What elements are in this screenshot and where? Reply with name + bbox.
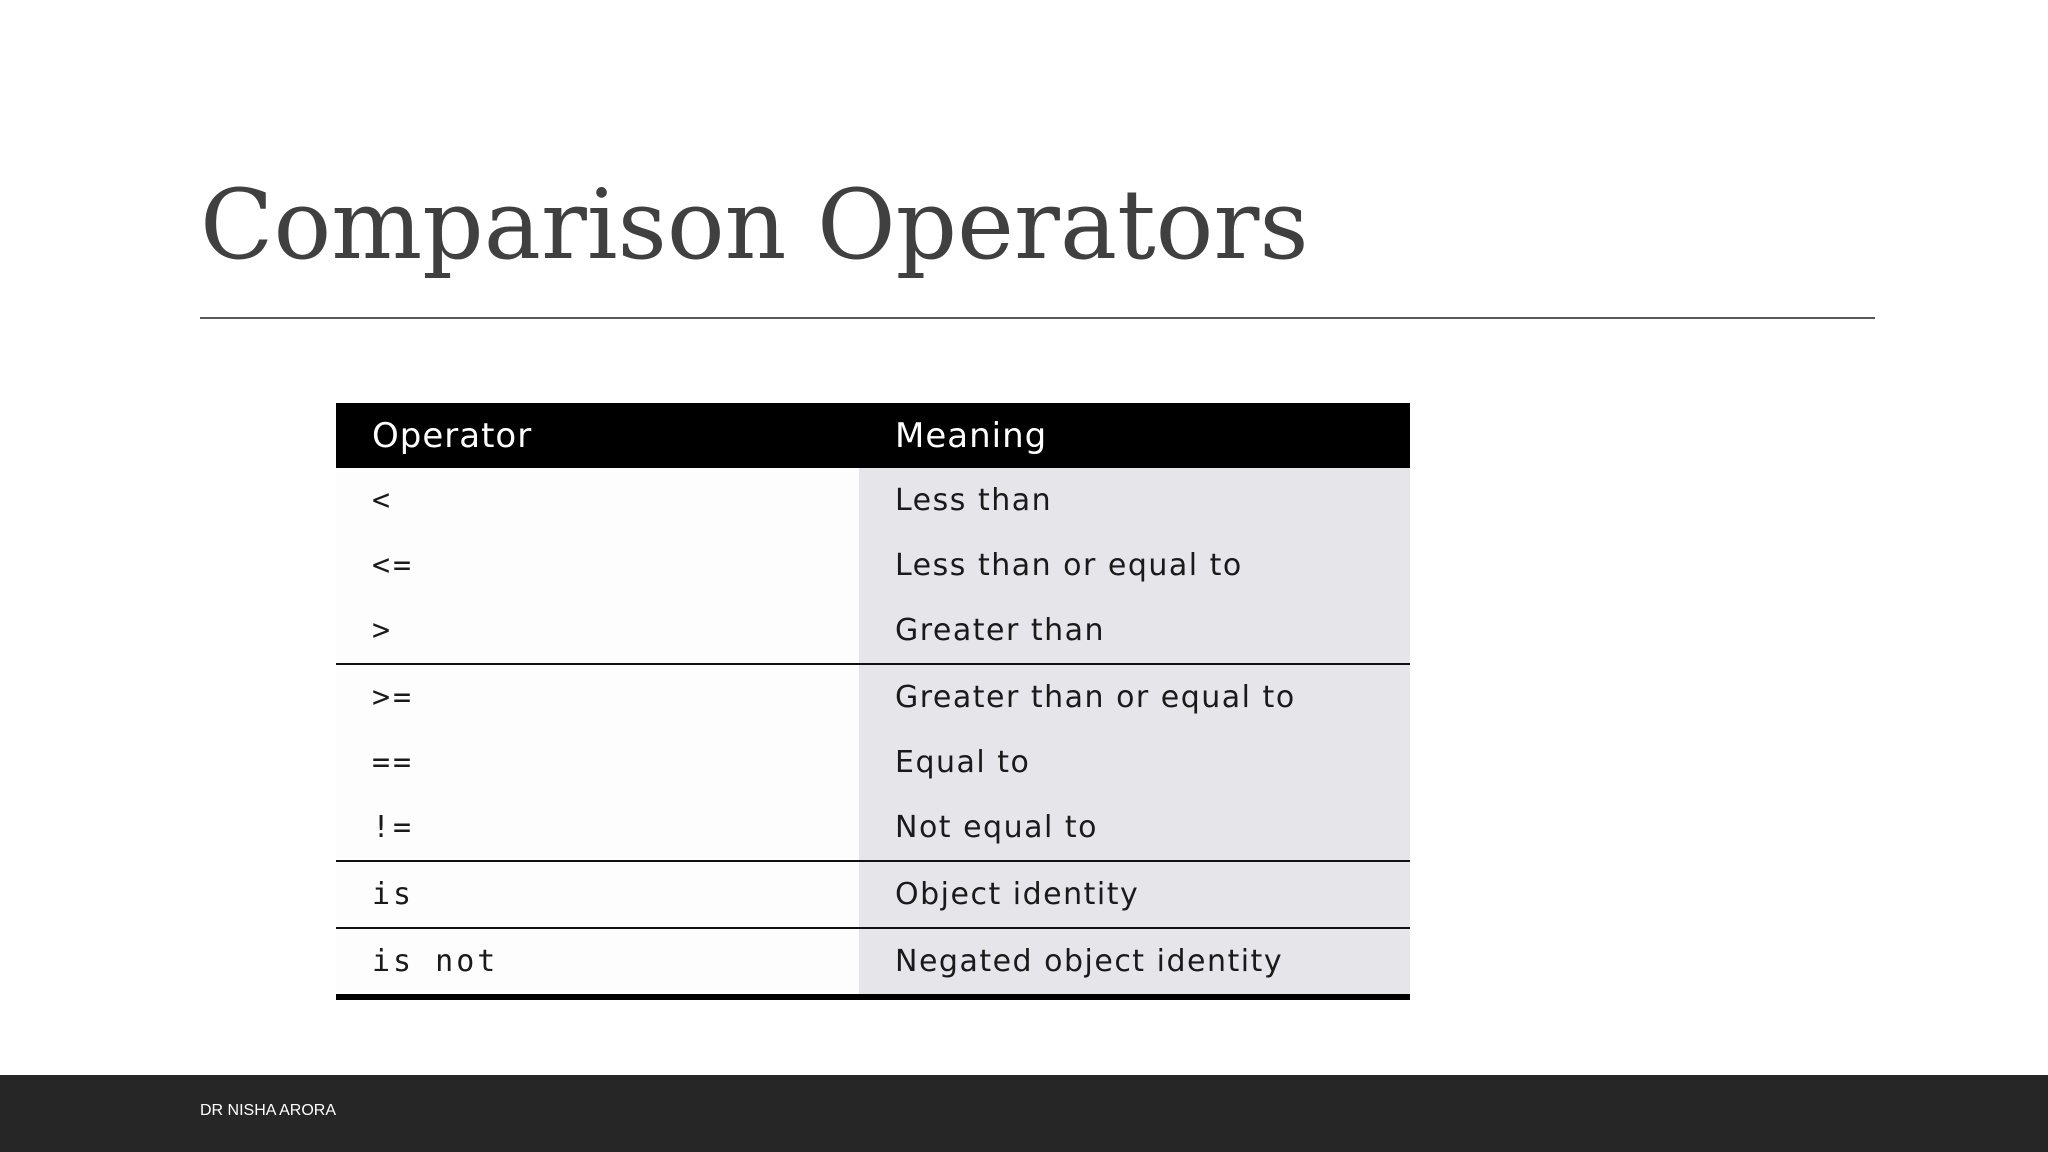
table-row (336, 861, 1410, 928)
meaning-cell: Negated object identity (859, 928, 1410, 997)
table-row (336, 730, 1410, 795)
operators-table (336, 403, 1410, 1000)
table-row (336, 928, 1410, 997)
operator-cell: is (336, 861, 859, 928)
header-meaning: Meaning (859, 403, 1410, 468)
operator-cell: > (336, 598, 859, 664)
meaning-cell: Object identity (859, 861, 1410, 928)
footer-author: DR NISHA ARORA (200, 1102, 337, 1119)
slide-title: Comparison Operators (200, 169, 1309, 281)
table-row (336, 533, 1410, 598)
header-operator: Operator (336, 403, 859, 468)
table-row (336, 795, 1410, 861)
operator-cell: == (336, 730, 859, 795)
meaning-cell: Greater than or equal to (859, 664, 1410, 730)
operators-table-image (336, 403, 1410, 990)
meaning-cell: Less than or equal to (859, 533, 1410, 598)
operator-cell: >= (336, 664, 859, 730)
operator-cell: <= (336, 533, 859, 598)
table-row (336, 664, 1410, 730)
operator-cell: is not (336, 928, 859, 997)
table-header-row (336, 403, 1410, 468)
table-row (336, 598, 1410, 664)
operator-cell: != (336, 795, 859, 861)
title-divider (200, 317, 1875, 319)
table-row (336, 468, 1410, 533)
meaning-cell: Less than (859, 468, 1410, 533)
meaning-cell: Greater than (859, 598, 1410, 664)
footer-bar (0, 1075, 2048, 1152)
meaning-cell: Not equal to (859, 795, 1410, 861)
operator-cell: < (336, 468, 859, 533)
meaning-cell: Equal to (859, 730, 1410, 795)
